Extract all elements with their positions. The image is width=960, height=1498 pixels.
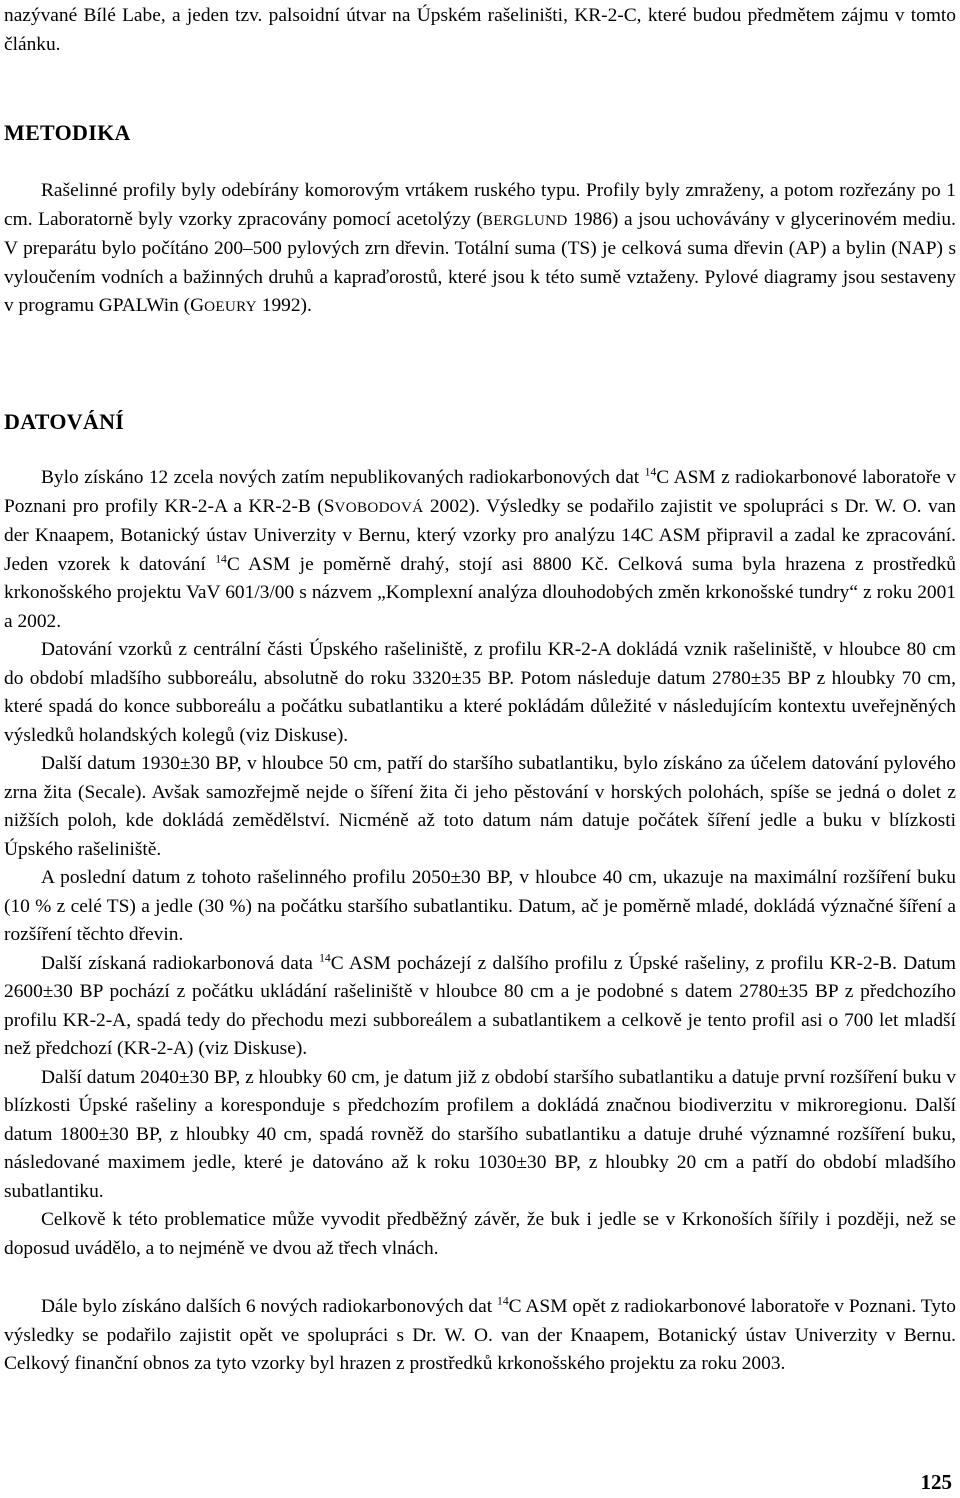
datovani-paragraph-8 <box>4 1293 956 1379</box>
document-page <box>4 0 956 1498</box>
citation-berglund: BERGLUND <box>482 212 568 229</box>
intro-text: nazývané Bílé Labe, a jeden tzv. palsoidní útvar na Úpském rašeliništi, KR-2-C, které budou předmětem zájmu v tomto článku. <box>4 5 956 55</box>
para8-text-b: C ASM opět z radiokarbonové laboratoře v Poznani. Tyto výsledky se podařilo zajistit opět ve spolupráci s Dr. W. O. van der Knaapem, Botanický ústav Univerzity v Bernu. Celkový finanční obnos za tyto vzorky byl hrazen z prostředků krkonošského projektu za roku 2003. <box>4 1296 956 1374</box>
datovani-section <box>4 464 956 1263</box>
metodika-text-1: Rašelinné profily byly odebírány komorovým vrtákem ruského typu. Profily byly zmraženy, a potom rozřezány po 1 cm. Laboratorně byly vzorky zpracovány pomocí acetolýzy ( <box>4 180 956 230</box>
para8-text-a: Dále bylo získáno dalších 6 nových radiokarbonových dat <box>41 1296 498 1317</box>
para1-text-b: C ASM z radiokarbonové laboratoře v Poznani pro profily KR-2-A a KR-2-B (S <box>4 467 956 517</box>
metodika-text-2: 1986) a jsou uchovávány v glycerinovém mediu. V preparátu bylo počítáno 200–500 pylových zrn dřevin. Totální suma (TS) je celková suma dřevin (AP) a bylin (NAP) s vyloučením vodních a bažinných druhů a kapraďorostů, které jsou k této sumě vztaženy. Pylové diagramy jsou sestaveny v programu GPALWin ( <box>4 208 956 316</box>
intro-paragraph <box>4 2 956 59</box>
datovani-paragraph-7: Celkově k této problematice může vyvodit předběžný závěr, že buk i jedle se v Krkonoších šířily i později, než se doposud uvádělo, a to nejméně ve dvou až třech vlnách. <box>4 1209 956 1259</box>
datovani-paragraph-4: A poslední datum z tohoto rašelinného profilu 2050±30 BP, v hloubce 40 cm, ukazuje na maximální rozšíření buku (10 % z celé TS) a jedle (30 %) na počátku staršího subatlantiku. Datum, ač je poměrně mladé, dokládá význačné šíření a rozšíření těchto dřevin. <box>4 867 956 945</box>
datovani-paragraph-5 <box>4 950 956 1064</box>
para5-text-a: Další získaná radiokarbonová data <box>41 952 320 974</box>
citation-svobodova: VOBODOVÁ <box>334 499 424 516</box>
section-heading-metodika: METODIKA <box>4 120 131 145</box>
citation-goeury-initial: G <box>190 295 205 316</box>
para1-text-d: C ASM je poměrně drahý, stojí asi 8800 Kč. Celková suma byla hrazena z prostředků krkonošského projektu VaV 601/3/00 s názvem „Komplexní analýza dlouhodobých změn krkonošské tundry“ z roku 2001 a 2002. <box>4 553 956 632</box>
datovani-paragraph-1 <box>4 464 956 636</box>
citation-goeury-rest: OEURY <box>204 299 257 315</box>
metodika-text-3: 1992). <box>256 295 312 316</box>
datovani-paragraph-6: Další datum 2040±30 BP, z hloubky 60 cm, je datum již z období staršího subatlantiku a datuje první rozšíření buku v blízkosti Úpské rašeliny a koresponduje s předchozím profilem a dokládá značnou biodiverzitu v mikroregionu. Další datum 1800±30 BP, z hloubky 40 cm, spadá rovněž do staršího subatlantiku a datuje druhé významné rozšíření buku, následované maximem jedle, které je datováno až k roku 1030±30 BP, z hloubky 20 cm a patří do období mladšího subatlantiku. <box>4 1066 956 1202</box>
datovani-paragraph-3: Další datum 1930±30 BP, v hloubce 50 cm, patří do staršího subatlantiku, bylo získáno za účelem datování pylového zrna žita (Secale). Avšak samozřejmě nejde o šíření žita či jeho pěstování v horských polohách, spíše se jedná o dolet z nižších poloh, kde dokládá zemědělství. Nicméně až toto datum nám datuje počátek šíření jedle a buku v blízkosti Úpského rašeliniště. <box>4 753 956 860</box>
superscript-14: 14 <box>319 951 331 965</box>
datovani-paragraph-2: Datování vzorků z centrální části Úpského rašeliniště, z profilu KR-2-A dokládá vznik rašeliniště, v hloubce 80 cm do období mladšího subboreálu, absolutně do roku 3320±35 BP. Potom následuje datum 2780±35 BP z hloubky 70 cm, které spadá do konce subboreálu a počátku subatlantiku a které pokládám důležité v následujícím kontextu uveřejněných výsledků holandských kolegů (viz Diskuse). <box>4 639 956 746</box>
section-heading-datovani: DATOVÁNÍ <box>4 409 125 434</box>
metodika-paragraph <box>4 177 956 322</box>
superscript-14: 14 <box>497 1294 509 1308</box>
para1-text-c: 2002). Výsledky se podařilo zajistit ve spolupráci s Dr. W. O. van der Knaapem, Botanický ústav Univerzity v Bernu, který vzorky pro analýzu 14C ASM připravil a zadal ke zpracování. Jeden vzorek k datování <box>4 495 956 575</box>
superscript-14: 14 <box>215 552 227 566</box>
page-number: 125 <box>920 1470 952 1494</box>
para5-text-b: C ASM pocházejí z dalšího profilu z Úpské rašeliny, z profilu KR-2-B. Datum 2600±30 BP pochází z počátku ukládání rašeliniště v hloubce 80 cm a je podobné s datem 2780±35 BP z předchozího profilu KR-2-A, spadá tedy do přechodu mezi subboreálem a subatlantikem a celkově je tento profil asi o 700 let mladší než předchozí (KR-2-A) (viz Diskuse). <box>4 952 956 1059</box>
superscript-14: 14 <box>644 465 657 479</box>
para1-text-a: Bylo získáno 12 zcela nových zatím nepublikovaných radiokarbonových dat <box>41 467 645 488</box>
